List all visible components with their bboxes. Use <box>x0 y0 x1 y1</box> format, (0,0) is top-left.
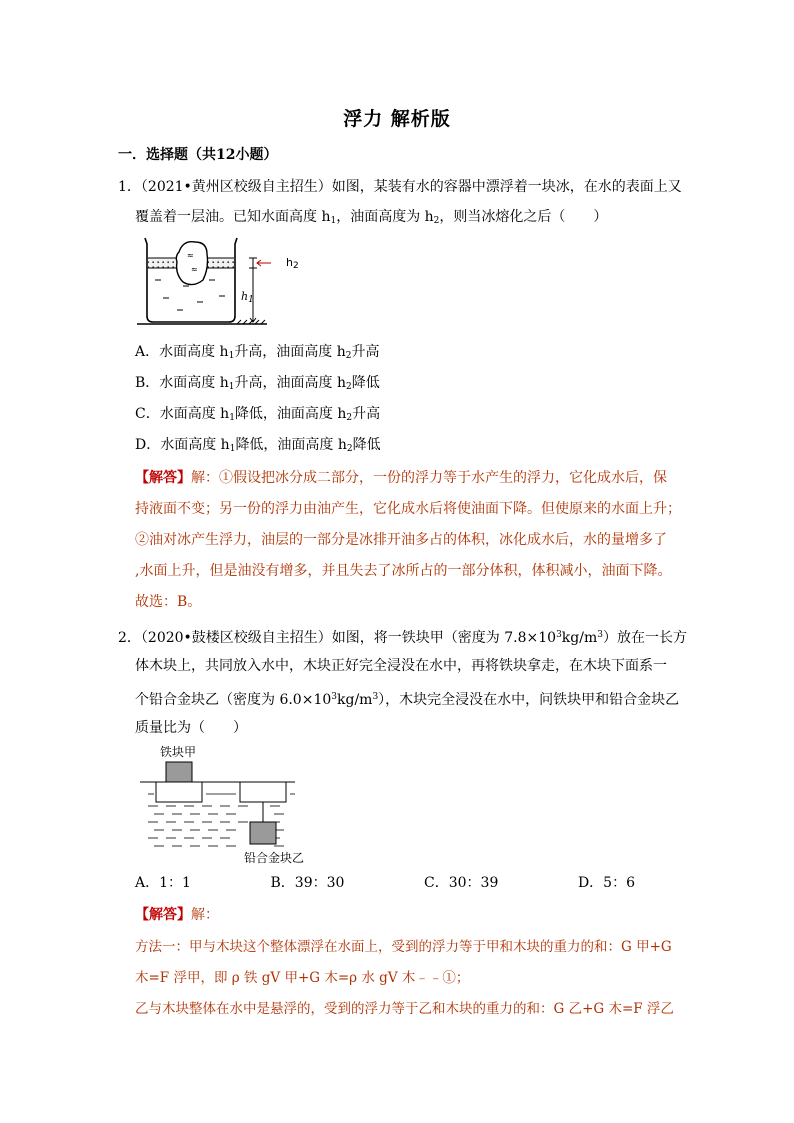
q2-options <box>135 873 635 893</box>
q2-float-figure <box>140 760 300 852</box>
svg-text:≈: ≈ <box>187 251 194 260</box>
q2-fig-label-alloy: 铅合金块乙 <box>244 851 305 865</box>
q2-stem-line2: 体木块上，共同放入水中，木块正好完全浸没在水中，再将铁块拿走，在木块下面系一 <box>135 658 667 674</box>
q2-stem-line4: 质量比为（ ） <box>135 720 247 736</box>
q2-method-line1: 方法一：甲与木块这个整体漂浮在水面上，受到的浮力等于甲和木块的重力的和：G 甲+G <box>135 939 672 955</box>
section-heading: 一．选择题（共12小题） <box>118 147 278 163</box>
q1-answer-line4: ,水面上升，但是油没有增多，并且失去了冰所占的一部分体积，体积减小，油面下降。 <box>135 563 672 579</box>
q1-option-b[interactable]: B．水面高度 $h_1$升高，油面高度 $h_2$降低 <box>135 375 380 392</box>
answer-tag: 【解答】 <box>135 470 191 486</box>
q1-fig-h2-label: $h_2$ <box>286 256 299 271</box>
q2-option-a[interactable]: A．1：1 <box>135 875 191 891</box>
page-title: 浮力 解析版 <box>343 108 451 130</box>
q2-method-line2: 木=F 浮甲，即 ρ 铁 gV 甲+G 木=ρ 水 gV 木﹣﹣①； <box>135 970 470 986</box>
q2-fig-label-iron: 铁块甲 <box>160 745 197 759</box>
q1-option-d[interactable]: D．水面高度 $h_1$降低，油面高度 $h_2$降低 <box>135 437 381 454</box>
q2-stem-line1: 2．（2020•鼓楼区校级自主招生）如图，将一铁块甲（密度为 $7.8\times 10^3kg/m^3$）放在一长方 <box>118 630 687 646</box>
q1-option-c[interactable]: C．水面高度 $h_1$降低，油面高度 $h_2$升高 <box>135 406 381 423</box>
q1-answer-line1: 【解答】解：①假设把冰分成二部分，一份的浮力等于水产生的浮力，它化成水后，保 <box>135 470 667 486</box>
svg-text:≈: ≈ <box>191 265 198 274</box>
q2-answer-head: 【解答】解： <box>135 907 219 923</box>
q2-method-line3: 乙与木块整体在水中是悬浮的，受到的浮力等于乙和木块的重力的和：G 乙+G 木=F 浮乙 <box>135 1001 674 1017</box>
q1-answer-line2: 持液面不变；另一份的浮力由油产生，它化成水后将使油面下降。但使原来的水面上升； <box>135 501 681 517</box>
q1-fig-h1-label: $h_1$ <box>241 290 254 305</box>
q2-option-b[interactable]: B．39：30 <box>270 875 345 891</box>
q2-stem-line3: 个铅合金块乙（密度为 $6.0\times 10^3kg/m^3$），木块完全浸没在水中，问铁块甲和铅合金块乙 <box>135 692 680 708</box>
q1-stem-line1: 1．（2021•黄州区校级自主招生）如图，某装有水的容器中漂浮着一块冰，在水的表面上又 <box>118 179 682 195</box>
q1-container-figure <box>137 236 272 330</box>
q2-option-d[interactable]: D．5：6 <box>577 875 635 891</box>
q1-answer-line3: ②油对冰产生浮力，油层的一部分是冰排开油多占的体积，冰化成水后，水的量增多了 <box>135 532 667 548</box>
answer-tag: 【解答】 <box>135 907 191 923</box>
q1-option-a[interactable]: A．水面高度 $h_1$升高，油面高度 $h_2$升高 <box>135 344 380 361</box>
q2-option-c[interactable]: C．30：39 <box>424 875 499 891</box>
q1-stem-line2: 覆盖着一层油。已知水面高度 $h_1$，油面高度为 $h_2$，则当冰熔化之后（ ） <box>135 209 608 226</box>
q1-answer-line5: 故选：B。 <box>135 594 202 610</box>
